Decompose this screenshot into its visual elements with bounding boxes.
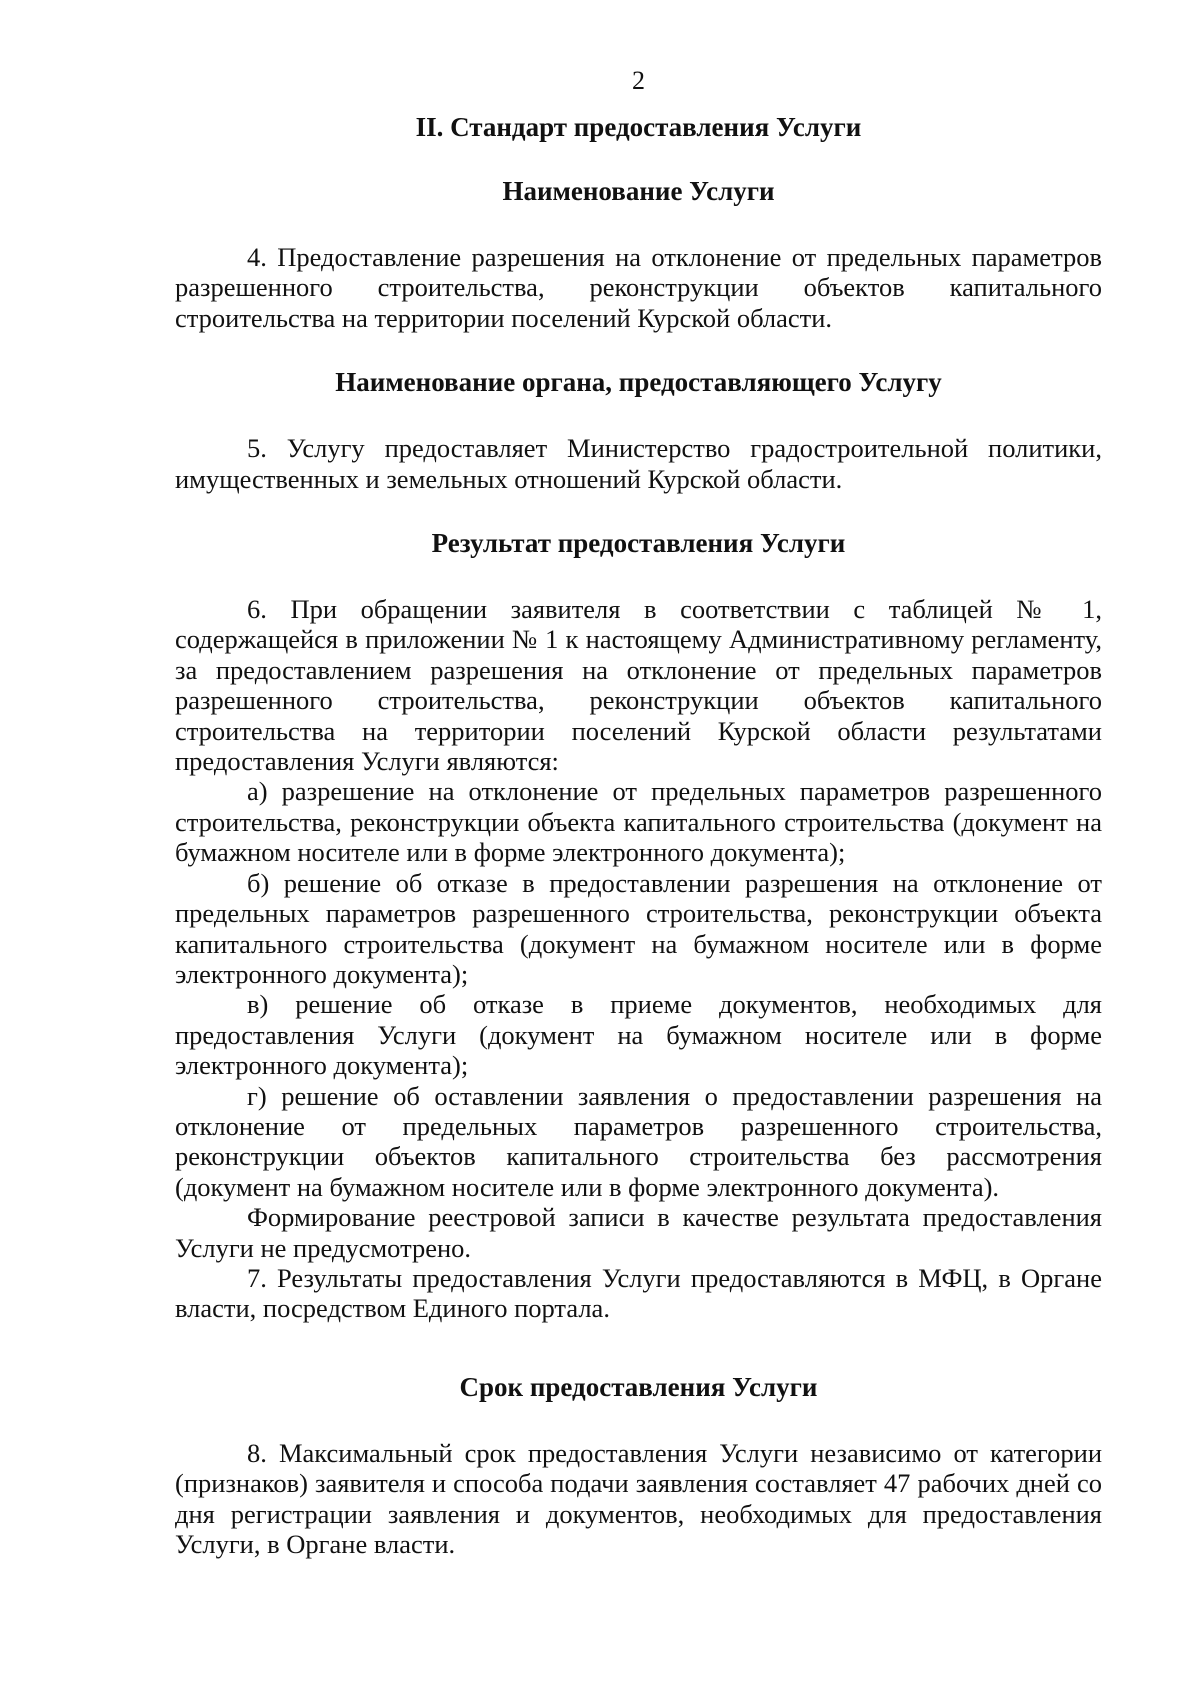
paragraph-5: 5. Услугу предоставляет Министерство градостроительной политики, имущественных и земельных отношений Курской области. — [175, 433, 1102, 494]
page-number: 2 — [632, 66, 645, 95]
paragraph-6: 6. При обращении заявителя в соответствии с таблицей № 1, содержащейся в приложении № 1 к настоящему Административному регламенту, за предоставлением разрешения на отклонение от предельных параметров разрешенного строительства, реконструкции объектов капитального строительства на территории поселений Курской области результатами предоставления Услуги являются: — [175, 594, 1102, 777]
paragraph-6-item-b: б) решение об отказе в предоставлении разрешения на отклонение от предельных параметров разрешенного строительства, реконструкции объекта капитального строительства (документ на бумажном носителе или в форме электронного документа); — [175, 867, 1102, 989]
heading-result: Результат предоставления Услуги — [431, 528, 846, 559]
paragraph-6-item-v: в) решение об отказе в приеме документов, необходимых для предоставления Услуги (документ на бумажном носителе или в форме электронного документа); — [175, 989, 1102, 1081]
heading-authority-name: Наименование органа, предоставляющего Услугу — [335, 367, 942, 398]
heading-service-name: Наименование Услуги — [502, 176, 775, 206]
heading-term: Срок предоставления Услуги — [459, 1371, 818, 1402]
paragraph-4: 4. Предоставление разрешения на отклонение от предельных параметров разрешенного строительства, реконструкции объектов капитального строительства на территории поселений Курской области. — [175, 242, 1102, 333]
paragraph-7: 7. Результаты предоставления Услуги предоставляются в МФЦ, в Органе власти, посредством Единого портала. — [175, 1262, 1102, 1324]
paragraph-8: 8. Максимальный срок предоставления Услуги независимо от категории (признаков) заявителя и способа подачи заявления составляет 47 рабочих дней со дня регистрации заявления и документов, необходимых для предоставления Услуги, в Органе власти. — [175, 1437, 1102, 1559]
paragraph-6-item-g: г) решение об оставлении заявления о предоставлении разрешения на отклонение от предельных параметров разрешенного строительства, реконструкции объектов капитального строительства без рассмотрения (документ на бумажном носителе или в форме электронного документа). — [175, 1080, 1102, 1202]
section-title: II. Стандарт предоставления Услуги — [415, 112, 862, 142]
page-content — [175, 66, 1102, 1559]
paragraph-6-registry: Формирование реестровой записи в качестве результата предоставления Услуги не предусмотрено. — [175, 1202, 1102, 1263]
paragraph-6-item-a: а) разрешение на отклонение от предельных параметров разрешенного строительства, реконструкции объекта капитального строительства (документ на бумажном носителе или в форме электронного документа); — [175, 776, 1102, 868]
